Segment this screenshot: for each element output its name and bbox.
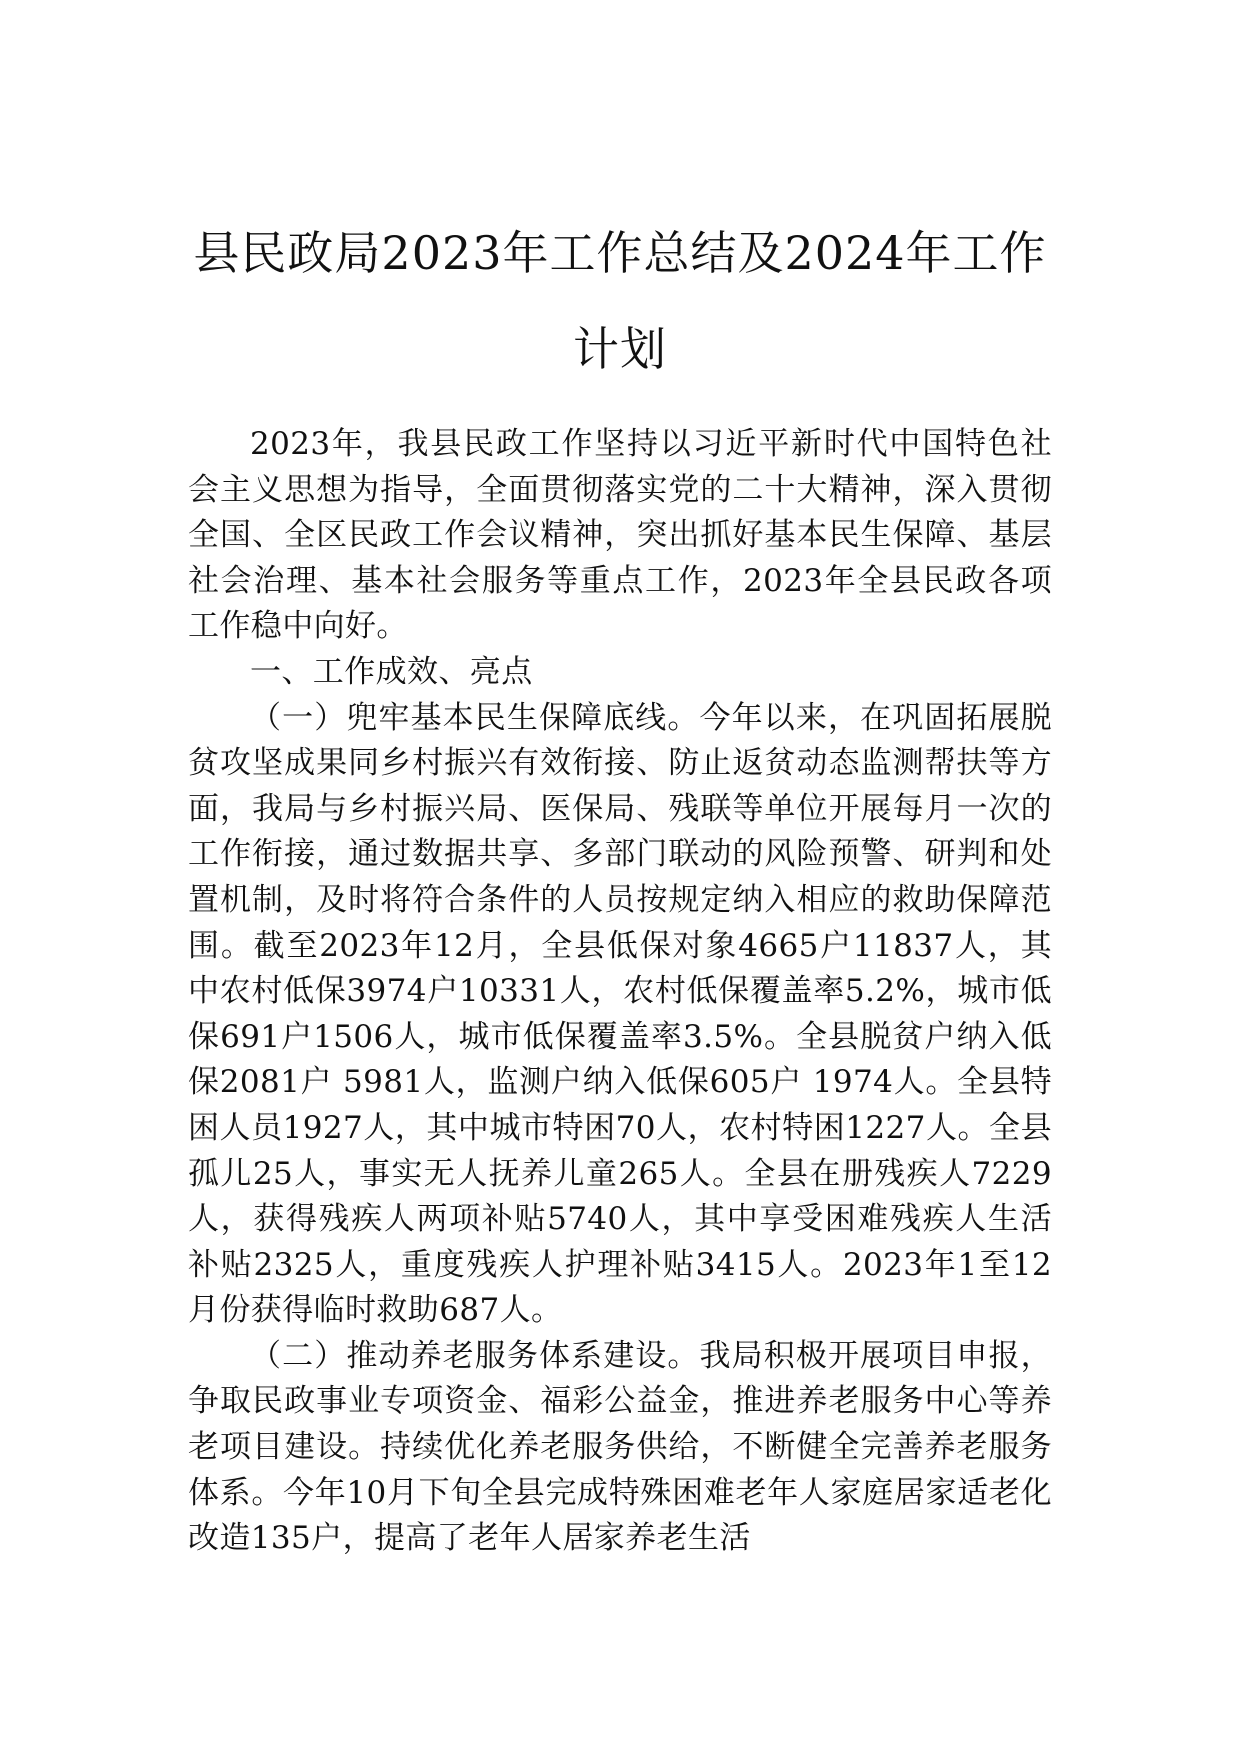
paragraph-livelihood: （一）兜牢基本民生保障底线。今年以来，在巩固拓展脱贫攻坚成果同乡村振兴有效衔接、防止返贫动态监测帮扶等方面，我局与乡村振兴局、医保局、残联等单位开展每月一次的工作衔接，通过数据共享、多部门联动的风险预警、研判和处置机制，及时将符合条件的人员按规定纳入相应的救助保障范围。截至2023年12月，全县低保对象4665户11837人，其中农村低保3974户10331人，农村低保覆盖率5.2%，城市低保691户1506人，城市低保覆盖率3.5%。全县脱贫户纳入低保2081户 5981人，监测户纳入低保605户 1974人。全县特困人员1927人，其中城市特困70人，农村特困1227人。全县孤儿25人，事实无人抚养儿童265人。全县在册残疾人7229人，获得残疾人两项补贴5740人，其中享受困难残疾人生活补贴2325人，重度残疾人护理补贴3415人。2023年1至12月份获得临时救助687人。 (188, 699, 1052, 1329)
section-heading: 一、工作成效、亮点 (250, 653, 533, 690)
document-title: 县民政局2023年工作总结及2024年工作计划 (193, 226, 1047, 376)
paragraph-elderly-care: （二）推动养老服务体系建设。我局积极开展项目申报，争取民政事业专项资金、福彩公益金，推进养老服务中心等养老项目建设。持续优化养老服务供给，不断健全完善养老服务体系。今年10月下旬全县完成特殊困难老年人家庭居家适老化改造135户，提高了老年人居家养老生活 (188, 1337, 1052, 1557)
document-body (188, 422, 1052, 1562)
paragraph-intro: 2023年，我县民政工作坚持以习近平新时代中国特色社会主义思想为指导，全面贯彻落实党的二十大精神，深入贯彻全国、全区民政工作会议精神，突出抓好基本民生保障、基层社会治理、基本社会服务等重点工作，2023年全县民政各项工作稳中向好。 (188, 426, 1052, 645)
